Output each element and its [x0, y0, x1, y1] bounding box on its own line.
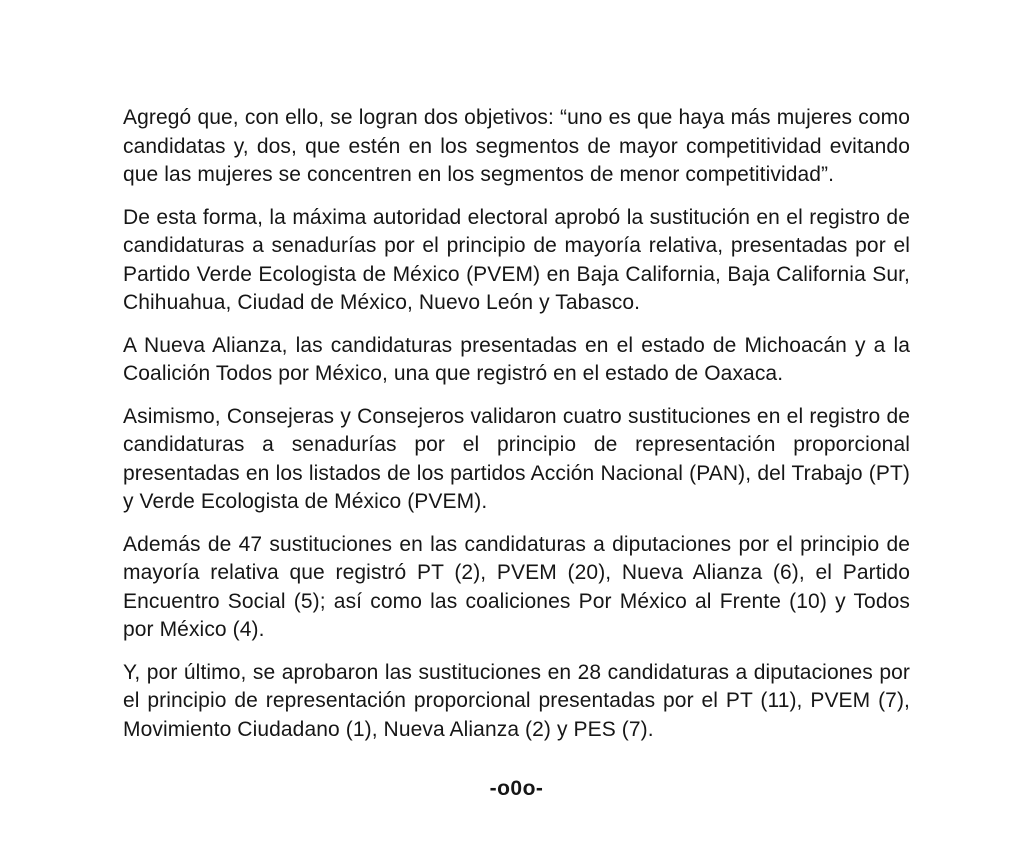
paragraph-nueva-alianza-coalicion: A Nueva Alianza, las candidaturas presentadas en el estado de Michoacán y a la Coalición Todos por México, una que registró en el estado de Oaxaca. [123, 333, 910, 385]
paragraph-diputaciones-mr: Además de 47 sustituciones en las candidaturas a diputaciones por el principio de mayoría relativa que registró PT (2), PVEM (20), Nueva Alianza (6), el Partido Encuentro Social (5); así como las coaliciones Por México al Frente (10) y Todos por México (4). [123, 532, 910, 641]
paragraph-diputaciones-rp: Y, por último, se aprobaron las sustituciones en 28 candidaturas a diputaciones por el principio de representación proporcional presentadas por el PT (11), PVEM (7), Movimiento Ciudadano (1), Nueva Alianza (2) y PES (7). [123, 660, 910, 741]
paragraph-objectives-quote: Agregó que, con ello, se logran dos objetivos: “uno es que haya más mujeres como candidatas y, dos, que estén en los segmentos de mayor competitividad evitando que las mujeres se concentren en los segmentos de menor competitividad”. [123, 106, 910, 186]
document-end-mark: -o0o- [489, 777, 544, 800]
paragraph-pvem-senadurias-mr: De esta forma, la máxima autoridad electoral aprobó la sustitución en el registro de candidaturas a senadurías por el principio de mayoría relativa, presentadas por el Partido Verde Ecologista de México (PVEM) en Baja California, Baja California Sur, Chihuahua, Ciudad de México, Nuevo León y Tabasco. [123, 205, 910, 314]
document-body [123, 104, 910, 803]
paragraph-senadurias-rp: Asimismo, Consejeras y Consejeros validaron cuatro sustituciones en el registro de candidaturas a senadurías por el principio de representación proporcional presentadas en los listados de los partidos Acción Nacional (PAN), del Trabajo (PT) y Verde Ecologista de México (PVEM). [123, 404, 910, 513]
